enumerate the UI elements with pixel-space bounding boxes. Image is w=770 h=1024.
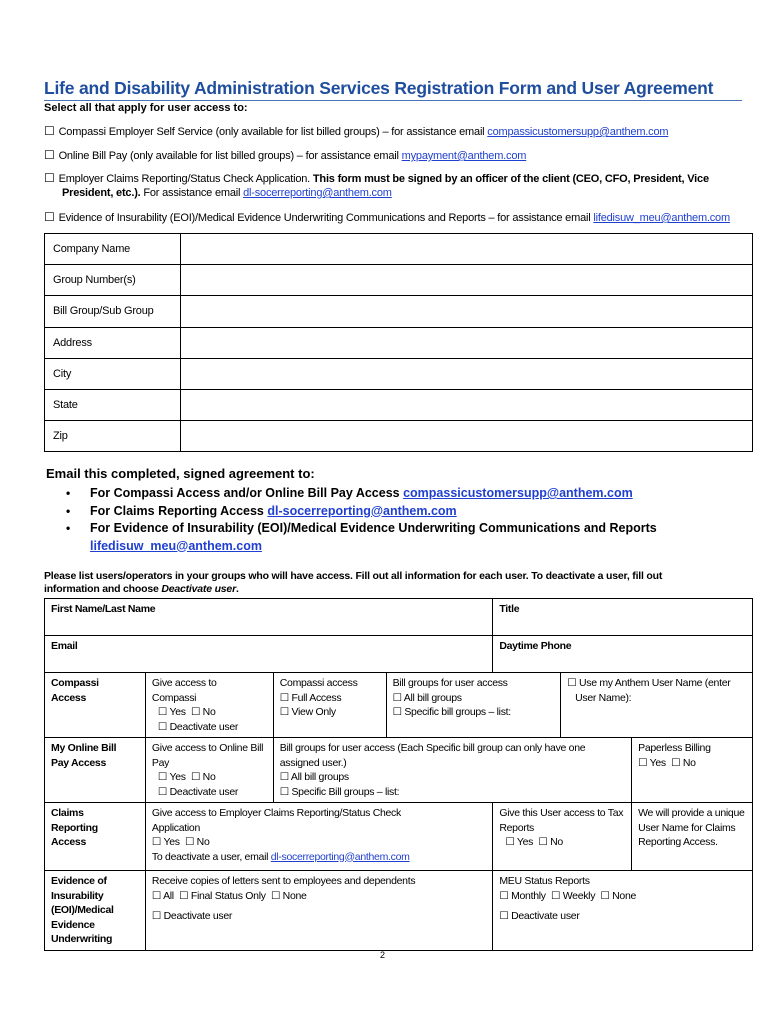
state-label: State <box>45 389 181 420</box>
compassi-bill-groups-label: Bill groups for user access <box>392 677 508 689</box>
claims-deactivate-text: To deactivate a user, email <box>151 850 271 863</box>
checkbox-claims-reporting[interactable]: ☐ <box>44 171 55 185</box>
title-label: Title <box>499 603 520 615</box>
meu-none-checkbox[interactable]: ☐ None <box>600 889 637 902</box>
meu-monthly-checkbox[interactable]: ☐ Monthly <box>499 889 546 902</box>
option-compassi-text: Compassi Employer Self Service (only available for list billed groups) – for assistance email <box>58 126 488 138</box>
unique-user-name-2: User Name for Claims <box>638 821 736 834</box>
unique-user-name-cell <box>632 803 753 871</box>
email-item-text: For Compassi Access and/or Online Bill Pay Access <box>90 486 404 500</box>
socerreporting-email-link[interactable]: dl-socerreporting@anthem.com <box>243 187 392 199</box>
full-access-checkbox[interactable]: ☐ Full Access <box>279 691 342 704</box>
email-heading: Email this completed, signed agreement to: <box>46 466 315 481</box>
anthem-user-name-checkbox[interactable]: ☐ Use my Anthem User Name (enter <box>567 677 731 689</box>
email-item-claims <box>66 503 657 521</box>
address-label: Address <box>45 327 181 358</box>
compassi-give-access-1: Give access to <box>151 677 217 689</box>
email-list <box>66 485 657 555</box>
option-eoi <box>44 210 730 224</box>
anthem-user-name-cell <box>561 673 753 738</box>
page-number: 2 <box>380 950 386 960</box>
tax-no-checkbox[interactable]: ☐ No <box>538 836 563 848</box>
paperless-billing-label: Paperless Billing <box>638 742 711 754</box>
mypayment-email-link[interactable]: mypayment@anthem.com <box>401 150 527 162</box>
eoi-receive-letters-label: Receive copies of letters sent to employees and dependents <box>151 875 416 887</box>
obp-bill-groups-cell <box>273 738 631 803</box>
email-label: Email <box>51 640 78 652</box>
claims-give-access-1: Give access to Employer Claims Reporting/Status Check <box>151 807 401 819</box>
zip-field[interactable] <box>181 421 753 452</box>
email-item-text: For Claims Reporting Access <box>90 503 268 518</box>
bullet: • <box>66 486 71 500</box>
compassi-specific-bill-groups-checkbox[interactable]: ☐ Specific bill groups – list: <box>392 706 511 718</box>
first-last-name-label: First Name/Last Name <box>51 603 156 615</box>
group-number-field[interactable] <box>181 265 753 296</box>
eoi-final-status-checkbox[interactable]: ☐ Final Status Only <box>179 889 266 902</box>
obp-give-access-1: Give access to Online Bill <box>151 742 264 754</box>
first-last-name-cell[interactable] <box>45 599 493 636</box>
meu-weekly-checkbox[interactable]: ☐ Weekly <box>551 889 596 902</box>
meu-deactivate-checkbox[interactable]: ☐ Deactivate user <box>499 910 580 922</box>
email-item-text: For Evidence of Insurability (EOI)/Medical Evidence Underwriting Communications and Reports <box>90 521 657 535</box>
address-field[interactable] <box>181 327 753 358</box>
checkbox-online-bill-pay[interactable]: ☐ <box>44 148 55 162</box>
obp-give-access-cell <box>145 738 273 803</box>
compassi-label-2: Access <box>51 691 86 704</box>
compassi-bill-groups-cell <box>386 673 561 738</box>
claims-submit-email-link[interactable]: dl-socerreporting@anthem.com <box>267 503 457 518</box>
compassi-access-level-label: Compassi access <box>279 677 358 689</box>
compassi-give-access-cell <box>145 673 273 738</box>
group-info-table <box>44 233 753 452</box>
obp-label-1: My Online Bill <box>51 742 117 754</box>
option-claims-text: Employer Claims Reporting/Status Check Application. <box>58 173 313 185</box>
option-claims-officer-note: This form must be signed by an officer of the client (CEO, CFO, President, Vice <box>312 173 709 185</box>
claims-label-3: Access <box>51 836 86 848</box>
view-only-checkbox[interactable]: ☐ View Only <box>279 706 336 718</box>
state-field[interactable] <box>181 389 753 420</box>
compassi-label-1: Compassi <box>51 677 99 689</box>
bullet: • <box>66 521 71 535</box>
users-table <box>44 598 753 951</box>
title-cell[interactable] <box>493 599 753 636</box>
users-instructions-line-1: Please list users/operators in your groups who will have access. Fill out all information for each user. To deactivate a user, fill out <box>44 570 663 582</box>
eoi-label-3: (EOI)/Medical <box>51 904 114 916</box>
eoi-label-5: Underwriting <box>51 933 113 945</box>
city-label: City <box>45 358 181 389</box>
eoi-label-4: Evidence <box>51 918 95 931</box>
eoi-all-checkbox[interactable]: ☐ All <box>151 889 174 902</box>
obp-give-access-2: Pay <box>151 756 170 769</box>
claims-reporting-access-label <box>45 803 146 871</box>
online-bill-pay-access-label <box>45 738 146 803</box>
city-field[interactable] <box>181 358 753 389</box>
option-claims-officer-note-2: President, etc.). <box>62 187 141 199</box>
obp-bill-groups-label-2: assigned user.) <box>279 756 347 769</box>
daytime-phone-label: Daytime Phone <box>499 640 572 652</box>
tax-reports-label: Give this User access to Tax Reports <box>499 807 624 834</box>
select-access-label: Select all that apply for user access to: <box>44 102 248 114</box>
claims-label-2: Reporting <box>51 821 98 834</box>
obp-specific-bill-groups-checkbox[interactable]: ☐ Specific Bill groups – list: <box>279 785 400 798</box>
claims-give-access-2: Application <box>151 821 200 834</box>
eoi-access-label <box>45 871 146 951</box>
checkbox-compassi[interactable]: ☐ <box>44 124 55 138</box>
form-title: Life and Disability Administration Services Registration Form and User Agreement <box>44 78 742 101</box>
claims-yes-checkbox[interactable]: ☐ Yes <box>151 836 180 848</box>
option-claims-continued <box>62 187 392 199</box>
bullet: • <box>66 503 71 518</box>
compassi-all-bill-groups-checkbox[interactable]: ☐ All bill groups <box>392 691 462 704</box>
eoi-none-checkbox[interactable]: ☐ None <box>270 889 307 902</box>
compassi-access-level-cell <box>273 673 386 738</box>
obp-all-bill-groups-checkbox[interactable]: ☐ All bill groups <box>279 771 349 783</box>
company-name-field[interactable] <box>181 234 753 265</box>
email-cell[interactable] <box>45 636 493 673</box>
compassi-give-access-2: Compassi <box>151 691 197 704</box>
unique-user-name-3: Reporting Access. <box>638 836 718 848</box>
option-claims-reporting <box>44 171 709 185</box>
checkbox-eoi[interactable]: ☐ <box>44 210 55 224</box>
option-online-bill-pay <box>44 148 526 162</box>
eoi-deactivate-checkbox[interactable]: ☐ Deactivate user <box>151 910 233 922</box>
claims-label-1: Claims <box>51 807 84 819</box>
obp-bill-groups-label-1: Bill groups for user access (Each Specific bill group can only have one <box>279 742 586 754</box>
company-name-label: Company Name <box>45 234 181 265</box>
group-number-label: Group Number(s) <box>45 265 181 296</box>
paperless-no-checkbox[interactable]: ☐ No <box>671 756 696 769</box>
bill-group-label: Bill Group/Sub Group <box>45 296 181 327</box>
daytime-phone-cell[interactable] <box>493 636 753 673</box>
users-instructions-line-2: information and choose <box>44 583 162 595</box>
deactivate-user-term: Deactivate user <box>161 583 236 595</box>
option-eoi-text: Evidence of Insurability (EOI)/Medical Evidence Underwriting Communications and Reports – for assistance email <box>58 212 594 224</box>
tax-yes-checkbox[interactable]: ☐ Yes <box>505 836 534 848</box>
claims-no-checkbox[interactable]: ☐ No <box>184 836 210 848</box>
paperless-yes-checkbox[interactable]: ☐ Yes <box>638 756 666 769</box>
paperless-billing-cell <box>632 738 753 803</box>
obp-deactivate-checkbox[interactable]: ☐ Deactivate user <box>157 785 239 798</box>
option-compassi <box>44 124 668 138</box>
claims-give-access-cell <box>145 803 492 871</box>
unique-user-name-1: We will provide a unique <box>638 807 745 819</box>
compassi-submit-email-link[interactable]: compassicustomersupp@anthem.com <box>403 486 633 500</box>
meu-status-reports-label: MEU Status Reports <box>499 875 590 887</box>
bill-group-field[interactable] <box>181 296 753 327</box>
obp-no-checkbox[interactable]: ☐ No <box>190 771 216 783</box>
tax-reports-cell <box>493 803 632 871</box>
compassi-no-checkbox[interactable]: ☐ No <box>190 706 216 718</box>
anthem-user-name-label: User Name): <box>575 691 632 704</box>
eoi-submit-email-link[interactable]: lifedisuw_meu@anthem.com <box>90 538 262 553</box>
claims-deactivate-email-link[interactable]: dl-socerreporting@anthem.com <box>270 850 410 863</box>
compassi-deactivate-checkbox[interactable]: ☐ Deactivate user <box>157 720 239 733</box>
email-item-eoi <box>66 520 657 555</box>
compassi-yes-checkbox[interactable]: ☐ Yes <box>157 706 186 718</box>
compassi-access-label <box>45 673 146 738</box>
compassi-email-link[interactable]: compassicustomersupp@anthem.com <box>487 126 669 138</box>
eoi-label-1: Evidence of <box>51 875 107 887</box>
users-instructions <box>44 570 744 596</box>
eoi-letters-cell <box>145 871 492 951</box>
option-online-bill-pay-text: Online Bill Pay (only available for list billed groups) – for assistance email <box>58 150 402 162</box>
obp-yes-checkbox[interactable]: ☐ Yes <box>157 771 186 783</box>
option-claims-text-2: For assistance email <box>140 187 244 199</box>
eoi-label-2: Insurability <box>51 889 104 902</box>
meu-status-reports-cell <box>493 871 753 951</box>
lifedisuw-email-link[interactable]: lifedisuw_meu@anthem.com <box>593 212 730 224</box>
email-item-compassi <box>66 485 657 503</box>
obp-label-2: Pay Access <box>51 756 106 769</box>
zip-label: Zip <box>45 421 181 452</box>
users-instructions-period: . <box>235 583 239 595</box>
